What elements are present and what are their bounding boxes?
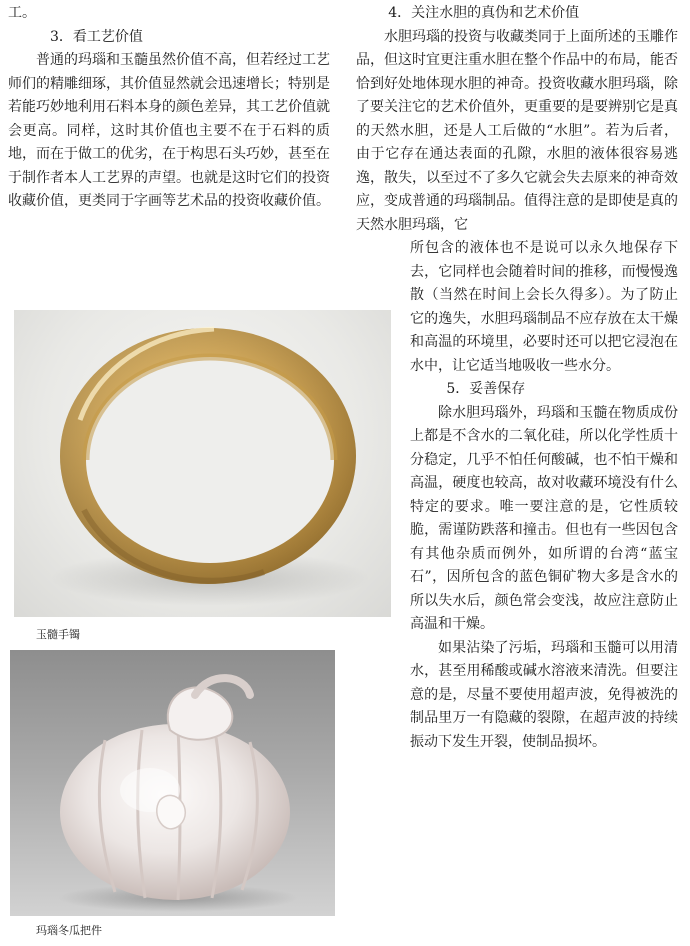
right-text-column-top: [356, 2, 678, 237]
right-text-column-bottom: [410, 237, 678, 754]
section-3-body: 普通的玛瑙和玉髓虽然价值不高，但若经过工艺师们的精雕细琢，其价值显然就会迅速增长；特别是若能巧妙地利用石料本身的颜色差异，其工艺价值就会更高。同样，这时其价值也主要不在于石料的质地，而在于做工的优劣，在于构思石头巧妙，甚至在于制作者本人工艺界的声望。也就是这时它们的投资收藏价值，更类同于字画等艺术品的投资收藏价值。: [8, 52, 330, 209]
left-text-column: [8, 2, 330, 214]
pumpkin-caption: 玛瑙冬瓜把件: [36, 924, 102, 937]
bangle-caption: 玉髓手镯: [36, 628, 80, 641]
continued-fragment: 工。: [8, 5, 36, 21]
section-4-body-bottom: 所包含的液体也不是说可以永久地保存下去，它同样也会随着时间的推移，而慢慢逸散（当然在时间上会长久得多）。为了防止它的逸失，水胆玛瑙制品不应存放在太干燥和高温的环境里，必要时还可以把它浸泡在水中，让它适当地吸收一些水分。: [410, 240, 678, 374]
agate-pumpkin-carving-photo: [10, 650, 335, 916]
section-4-heading: 4．关注水胆的真伪和艺术价值: [388, 5, 580, 21]
section-4-body-top: 水胆玛瑙的投资与收藏类同于上面所述的玉雕作品，但这时宜更注重水胆在整个作品中的布局，能否恰到好处地体现水胆的神奇。投资收藏水胆玛瑙，除了要关注它的艺术价值外，更重要的是要辨别它是真的天然水胆，还是人工后做的“水胆”。若为后者，由于它存在通达表面的孔隙，水胆的液体很容易逃逸，散失，以至过不了多久它就会失去原来的神奇效应，变成普通的玛瑙制品。值得注意的是即使是真的天然水胆玛瑙，它: [356, 28, 678, 233]
section-3-heading: 3．看工艺价值: [50, 28, 143, 45]
pumpkin-illustration: [10, 650, 335, 916]
section-5-heading: 5．妥善保存: [446, 381, 526, 397]
section-5-body-2: 如果沾染了污垢，玛瑙和玉髓可以用清水，甚至用稀酸或碱水溶液来清洗。但要注意的是，尽量不要使用超声波，免得被洗的制品里万一有隐藏的裂隙，在超声波的持续振动下发生开裂，使制品损坏。: [410, 639, 678, 750]
chalcedony-bangle-photo: [14, 310, 391, 617]
section-5-body-1: 除水胆玛瑙外，玛瑙和玉髓在物质成份上都是不含水的二氧化硅，所以化学性质十分稳定，几乎不怕任何酸碱，也不怕干燥和高温，硬度也较高，故对收藏环境没有什么特定的要求。唯一要注意的是，它性质较脆，需谨防跌落和撞击。但也有一些因包含有其他杂质而例外，如所谓的台湾“蓝宝石”，因所包含的蓝色铜矿物大多是含水的所以失水后，颜色常会变浅，故应注意防止高温和干燥。: [410, 404, 678, 632]
bangle-illustration: [14, 310, 391, 617]
